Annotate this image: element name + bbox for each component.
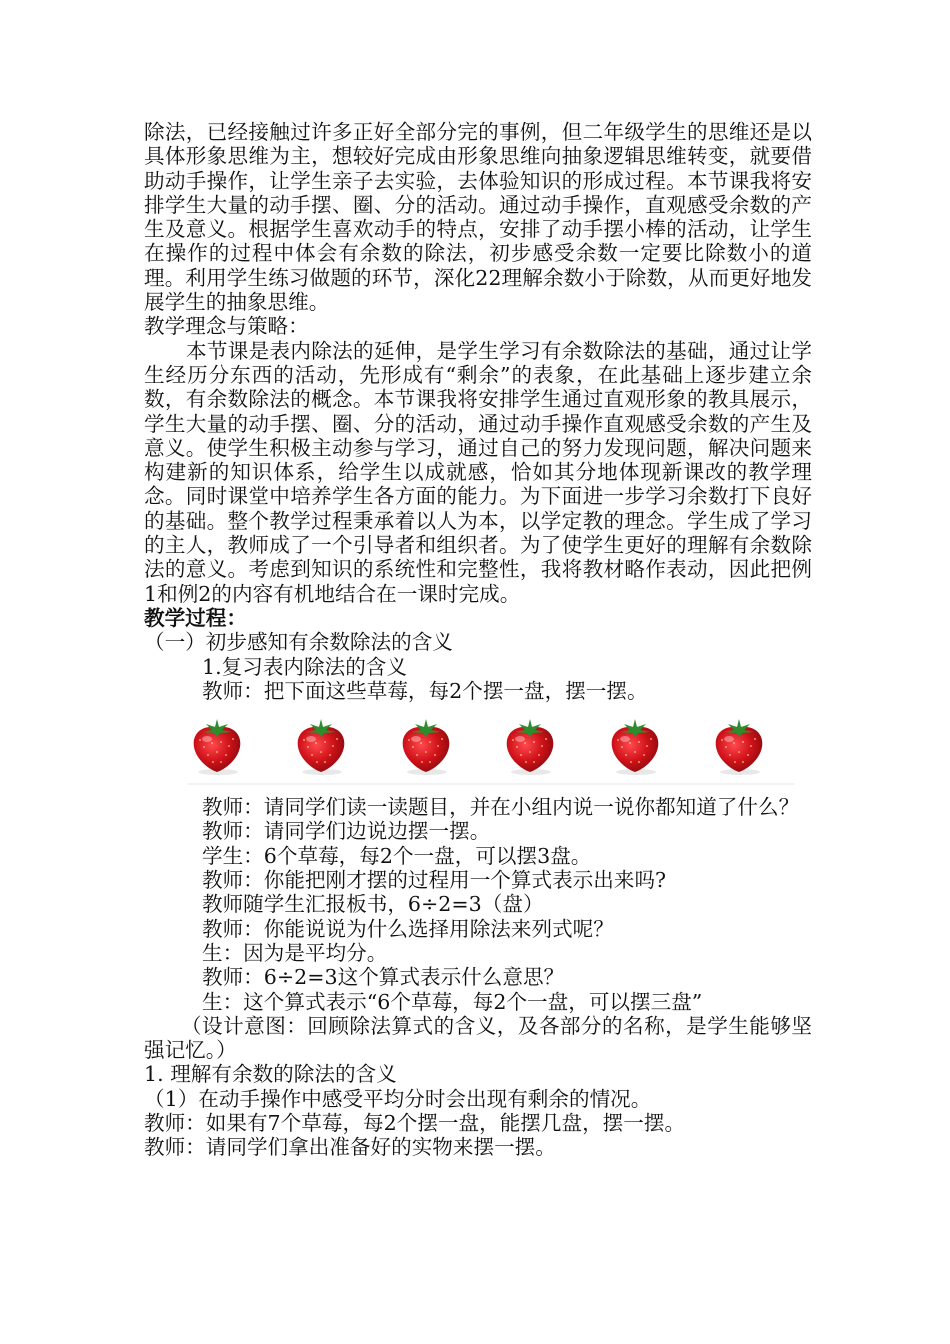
strawberry-icon bbox=[501, 715, 559, 777]
dialogue-line: 教师：把下面这些草莓，每2个摆一盘，摆一摆。 bbox=[202, 678, 648, 703]
paragraph-intro: 除法，已经接触过许多正好全部分完的事例，但二年级学生的思维还是以具体形象思维为主，想较好完成由形象思维向抽象逻辑思维转变，就要借助动手操作，让学生亲子去实验，去体验知识的形成过程。本节课我将安排学生大量的动手摆、圈、分的活动。通过动手操作，直观感受余数的产生及意义。根据学生喜欢动手的特点，安排了动手摆小棒的活动，让学生在操作的过程中体会有余数的除法，初步感受余数一定要比除数小的道理。利用学生练习做题的环节，深化22理解余数小于除数，从而更好地发展学生的抽象思维。 bbox=[144, 120, 812, 315]
dialogue-line: 教师：如果有7个草莓，每2个摆一盘，能摆几盘，摆一摆。 bbox=[144, 1110, 686, 1135]
strawberry-icon bbox=[397, 715, 455, 777]
dialogue-line: 教师随学生汇报板书，6÷2=3（盘） bbox=[202, 892, 544, 917]
subsection-heading-remainder: 1. 理解有余数的除法的含义 bbox=[144, 1062, 397, 1087]
dialogue-line: 教师：你能说说为什么选择用除法来列式呢？ bbox=[202, 916, 614, 941]
dialogue-line: 生：因为是平均分。 bbox=[202, 940, 388, 965]
dialogue-line: 教师：请同学们读一读题目，并在小组内说一说你都知道了什么？ bbox=[202, 795, 800, 820]
step-heading: （1）在动手操作中感受平均分时会出现有剩余的情况。 bbox=[144, 1086, 652, 1111]
paragraph-philosophy: 本节课是表内除法的延伸，是学生学习有余数除法的基础，通过让学生经历分东西的活动，先形成有“剩余”的表象，在此基础上逐步建立余数，有余数除法的概念。本节课我将安排学生通过直观形象的教具展示，学生大量的动手摆、圈、分的活动，通过动手操作直观感受余数的产生及意义。使学生积极主动参与学习，通过自己的努力发现问题，解决问题来构建新的知识体系，给学生以成就感，恰如其分地体现新课改的教学理念。同时课堂中培养学生各方面的能力。为下面进一步学习余数打下良好的基础。整个教学过程秉承着以人为本，以学定教的理念。学生成了学习的主人，教师成了一个引导者和组织者。为了使学生更好的理解有余数除法的意义。考虑到知识的系统性和完整性，我将教材略作表动，因此把例1和例2的内容有机地结合在一课时完成。 bbox=[144, 338, 812, 606]
dialogue-line: 学生：6个草莓，每2个一盘，可以摆3盘。 bbox=[202, 843, 592, 868]
strawberry-icon bbox=[188, 715, 246, 777]
dialogue-line: 生：这个算式表示“6个草莓，每2个一盘，可以摆三盘” bbox=[202, 989, 703, 1014]
heading-philosophy: 教学理念与策略： bbox=[144, 314, 309, 339]
strawberry-icon bbox=[710, 715, 768, 777]
strawberry-icon bbox=[606, 715, 664, 777]
dialogue-line: 教师：请同学们拿出准备好的实物来摆一摆。 bbox=[144, 1135, 556, 1160]
strawberry-row bbox=[144, 715, 812, 781]
heading-process: 教学过程： bbox=[144, 605, 247, 630]
dialogue-line: 教师：你能把刚才摆的过程用一个算式表示出来吗? bbox=[202, 868, 667, 893]
dialogue-line: 教师：请同学们边说边摆一摆。 bbox=[202, 819, 491, 844]
strawberry-icon bbox=[292, 715, 350, 777]
document-body bbox=[144, 120, 812, 1160]
section-heading-1: （一）初步感知有余数除法的含义 bbox=[144, 630, 453, 655]
design-intent-note: （设计意图：回顾除法算式的含义，及各部分的名称，是学生能够坚强记忆。） bbox=[144, 1013, 812, 1063]
dialogue-line: 教师：6÷2=3这个算式表示什么意思？ bbox=[202, 965, 565, 990]
subsection-heading-review: 1.复习表内除法的含义 bbox=[202, 654, 407, 679]
